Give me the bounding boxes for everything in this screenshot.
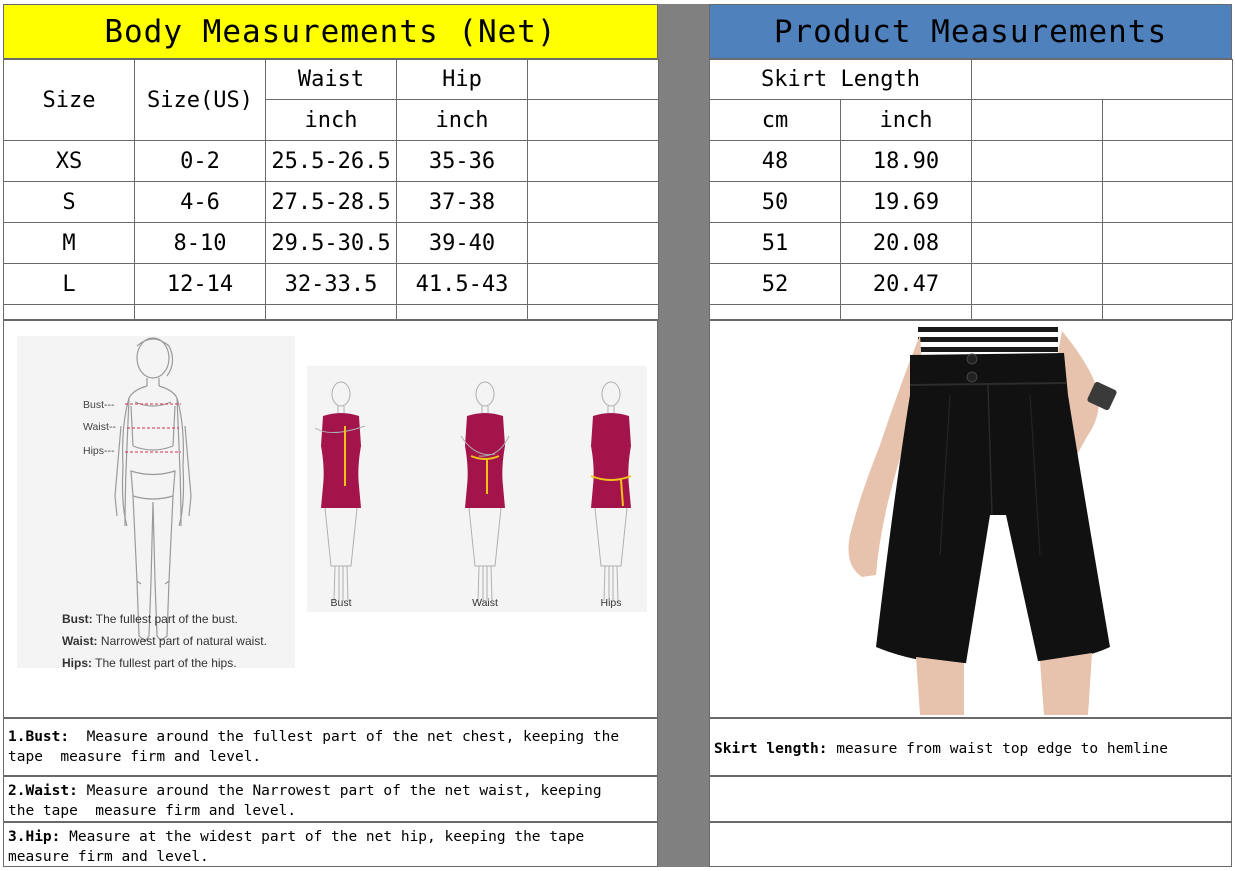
empty-cell	[528, 141, 659, 182]
empty-cell	[528, 182, 659, 223]
cell-size-us: 0-2	[135, 141, 266, 182]
unit-hip: inch	[397, 100, 528, 141]
table-row	[4, 264, 659, 305]
empty-cell	[1103, 305, 1233, 320]
note-bust-term: 1.Bust:	[8, 729, 70, 745]
empty-cell	[972, 60, 1233, 100]
empty-cell	[528, 264, 659, 305]
note-waist-text-2: the tape measure firm and level.	[8, 803, 297, 819]
empty-cell	[4, 305, 135, 320]
cell-size-us: 4-6	[135, 182, 266, 223]
empty-cell	[1103, 141, 1233, 182]
cell-cm: 51	[710, 223, 841, 264]
cell-inch: 20.08	[841, 223, 972, 264]
empty-cell	[1103, 264, 1233, 305]
measuring-guide-figure	[307, 366, 647, 612]
table-row	[710, 182, 1233, 223]
note-bust-text-2: tape measure firm and level.	[8, 749, 262, 765]
caption-bust: Bust	[330, 597, 352, 609]
table-row	[4, 182, 659, 223]
legend-term-waist: Waist:	[62, 634, 98, 648]
cell-size: M	[4, 223, 135, 264]
header-waist: Waist	[266, 60, 397, 100]
cell-size: XS	[4, 141, 135, 182]
body-measurements-header	[3, 4, 658, 59]
figure-hips	[591, 382, 631, 601]
cell-waist: 27.5-28.5	[266, 182, 397, 223]
cell-inch: 18.90	[841, 141, 972, 182]
empty-cell	[841, 305, 972, 320]
product-measurements-table	[709, 59, 1233, 320]
dress-measure-illustration	[307, 366, 647, 612]
figure-bust	[315, 382, 365, 601]
empty-cell	[135, 305, 266, 320]
caption-hips: Hips	[600, 597, 622, 609]
product-image-panel	[709, 320, 1232, 718]
table-row	[710, 264, 1233, 305]
empty-cell	[528, 100, 659, 141]
header-hip: Hip	[397, 60, 528, 100]
empty-note-cell	[709, 822, 1232, 867]
note-hip-text-2: measure firm and level.	[8, 849, 209, 865]
empty-cell	[1103, 182, 1233, 223]
note-skirt-term: Skirt length:	[714, 741, 828, 757]
empty-cell	[1103, 100, 1233, 141]
cell-hip: 37-38	[397, 182, 528, 223]
header-size: Size	[4, 60, 135, 141]
legend-term-bust: Bust:	[62, 612, 93, 626]
note-hip-text-1: Measure at the widest part of the net hip, keeping the tape	[60, 829, 585, 845]
table-row	[4, 223, 659, 264]
label-waist: Waist--	[83, 421, 116, 433]
table-row	[710, 141, 1233, 182]
empty-cell	[710, 305, 841, 320]
body-outline-figure	[17, 336, 295, 668]
black-shorts-photo	[840, 325, 1170, 715]
empty-cell	[1103, 223, 1233, 264]
legend-text-waist: Narrowest part of natural waist.	[100, 634, 267, 648]
figure-waist	[461, 382, 509, 601]
empty-cell	[528, 305, 659, 320]
table-row	[4, 141, 659, 182]
cell-inch: 19.69	[841, 182, 972, 223]
caption-waist: Waist	[472, 597, 498, 609]
body-measurements-title: Body Measurements (Net)	[104, 13, 557, 50]
note-waist-text-1: Measure around the Narrowest part of the net waist, keeping	[77, 783, 602, 799]
empty-cell	[972, 305, 1103, 320]
cell-hip: 41.5-43	[397, 264, 528, 305]
empty-cell	[397, 305, 528, 320]
label-bust: Bust---	[83, 399, 115, 411]
empty-cell	[972, 100, 1103, 141]
empty-cell	[528, 223, 659, 264]
note-hip-term: 3.Hip:	[8, 829, 61, 845]
label-hips: Hips---	[83, 445, 115, 457]
cell-waist: 29.5-30.5	[266, 223, 397, 264]
header-size-us: Size(US)	[135, 60, 266, 141]
empty-cell	[972, 264, 1103, 305]
legend-term-hips: Hips:	[62, 656, 92, 670]
empty-cell	[972, 182, 1103, 223]
note-bust	[3, 718, 658, 776]
gray-separator-column	[658, 4, 709, 867]
note-hip	[3, 822, 658, 867]
note-skirt-text: measure from waist top edge to hemline	[827, 741, 1168, 757]
empty-note-cell	[709, 776, 1232, 822]
note-skirt-length	[709, 718, 1232, 776]
cell-size: L	[4, 264, 135, 305]
cell-cm: 48	[710, 141, 841, 182]
cell-waist: 32-33.5	[266, 264, 397, 305]
cell-hip: 39-40	[397, 223, 528, 264]
empty-cell	[528, 60, 659, 100]
product-measurements-header	[709, 4, 1232, 59]
body-figure-legend	[62, 608, 292, 674]
empty-cell	[972, 223, 1103, 264]
unit-cm: cm	[710, 100, 841, 141]
cell-inch: 20.47	[841, 264, 972, 305]
legend-text-bust: The fullest part of the bust.	[95, 612, 238, 626]
body-measurements-table	[3, 59, 659, 320]
product-measurements-title: Product Measurements	[773, 13, 1168, 50]
cell-cm: 50	[710, 182, 841, 223]
unit-waist: inch	[266, 100, 397, 141]
unit-inch: inch	[841, 100, 972, 141]
empty-cell	[266, 305, 397, 320]
cell-size: S	[4, 182, 135, 223]
legend-text-hips: The fullest part of the hips.	[95, 656, 237, 670]
empty-cell	[972, 141, 1103, 182]
note-waist	[3, 776, 658, 822]
cell-waist: 25.5-26.5	[266, 141, 397, 182]
cell-hip: 35-36	[397, 141, 528, 182]
cell-size-us: 8-10	[135, 223, 266, 264]
cell-cm: 52	[710, 264, 841, 305]
header-skirt-length: Skirt Length	[710, 60, 972, 100]
note-waist-term: 2.Waist:	[8, 783, 78, 799]
cell-size-us: 12-14	[135, 264, 266, 305]
table-row	[710, 223, 1233, 264]
note-bust-text-1: Measure around the fullest part of the net chest, keeping the	[69, 729, 620, 745]
